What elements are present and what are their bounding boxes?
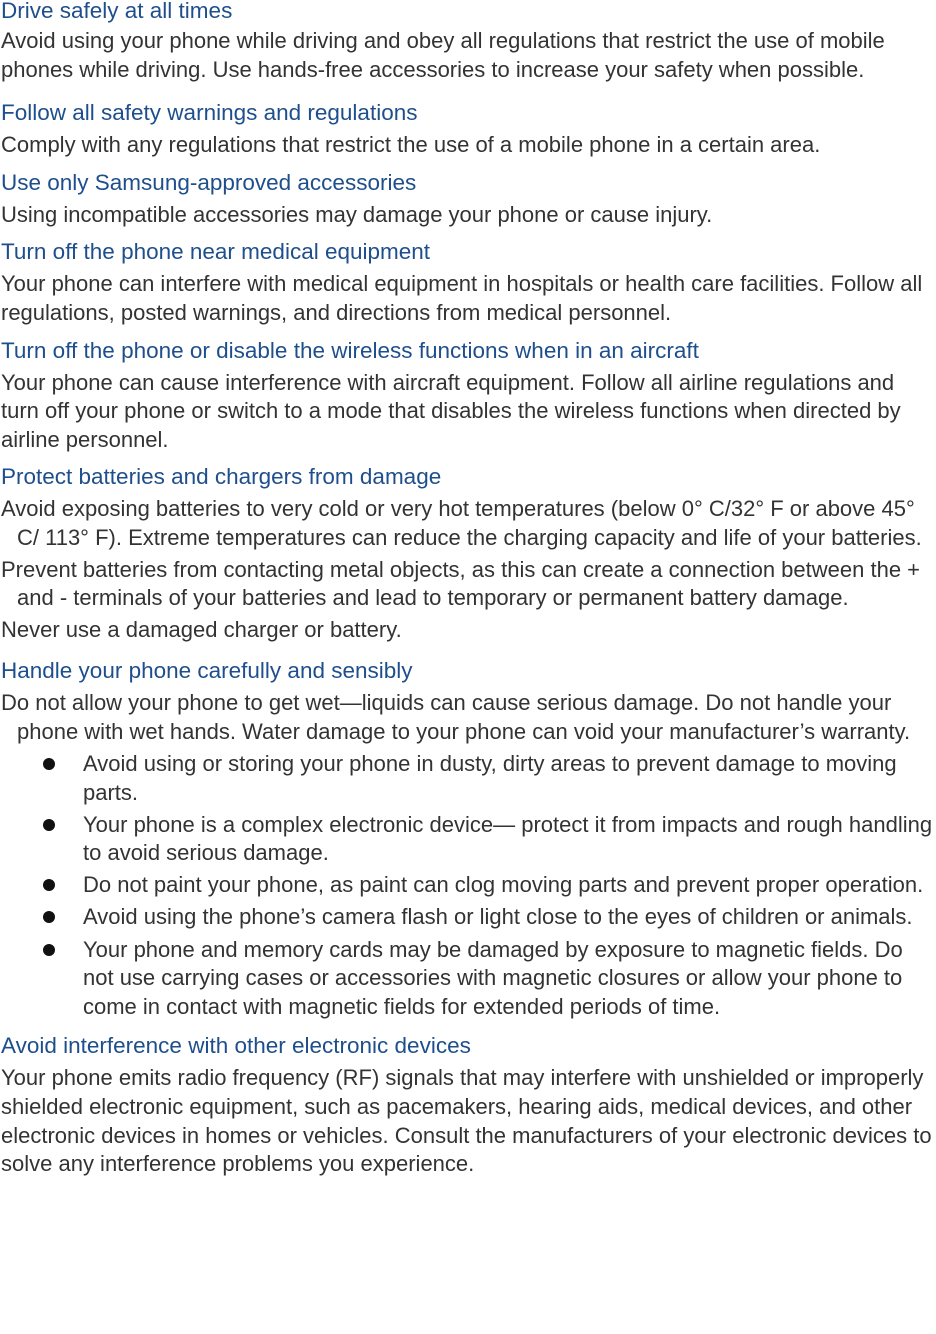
section-heading-handle-phone: Handle your phone carefully and sensibly bbox=[1, 658, 413, 684]
paragraph-interference: Your phone emits radio frequency (RF) signals that may interfere with unshielded or improperly shielded electronic equipment, such as pacemakers, hearing aids, medical devices, and other electronic devices in homes or vehicles. Consult the manufacturers of your electronic devices to solve any interference problems you experience. bbox=[1, 1065, 932, 1177]
handle-phone-bullet-list bbox=[1, 750, 936, 1021]
bullet-text: Avoid using the phone’s camera flash or light close to the eyes of children or animals. bbox=[83, 904, 913, 930]
section-heading-batteries: Protect batteries and chargers from damage bbox=[1, 464, 442, 490]
bullet-dot-icon bbox=[43, 758, 55, 770]
paragraph-batteries-metal: Prevent batteries from contacting metal objects, as this can create a connection between the + and - terminals of your batteries and lead to temporary or permanent battery damage. bbox=[1, 556, 921, 611]
paragraph-handle-phone: Do not allow your phone to get wet—liquids can cause serious damage. Do not handle your phone with wet hands. Water damage to your phone can void your manufacturer’s warranty. bbox=[1, 690, 911, 744]
paragraph-drive-safely: Avoid using your phone while driving and obey all regulations that restrict the use of mobile phones while driving. Use hands-free accessories to increase your safety when possible. bbox=[1, 28, 885, 82]
section-heading-interference: Avoid interference with other electronic devices bbox=[1, 1033, 471, 1059]
bullet-text: Your phone and memory cards may be damaged by exposure to magnetic fields. Do not use carrying cases or accessories with magnetic closures or allow your phone to come in contact with magnetic fields for extended periods of time. bbox=[83, 936, 903, 1019]
paragraph-batteries-temperature: Avoid exposing batteries to very cold or very hot temperatures (below 0° C/32° F or above 45° C/ 113° F). Extreme temperatures can reduce the charging capacity and life of your batteries. bbox=[1, 496, 922, 550]
section-heading-medical-equipment: Turn off the phone near medical equipment bbox=[1, 239, 431, 265]
section-heading-safety-warnings: Follow all safety warnings and regulations bbox=[1, 100, 418, 126]
paragraph-approved-accessories: Using incompatible accessories may damage your phone or cause injury. bbox=[1, 201, 713, 227]
bullet-text: Do not paint your phone, as paint can clog moving parts and prevent proper operation. bbox=[83, 872, 924, 898]
bullet-item-camera-flash bbox=[1, 903, 936, 932]
bullet-text: Avoid using or storing your phone in dusty, dirty areas to prevent damage to moving parts. bbox=[83, 751, 897, 805]
section-heading-drive-safely: Drive safely at all times bbox=[1, 0, 233, 23]
paragraph-medical-equipment: Your phone can interfere with medical equipment in hospitals or health care facilities. Follow all regulations, posted warnings, and directions from medical personnel. bbox=[1, 271, 923, 325]
bullet-dot-icon bbox=[43, 944, 55, 956]
bullet-dot-icon bbox=[43, 819, 55, 831]
section-heading-approved-accessories: Use only Samsung-approved accessories bbox=[1, 169, 417, 195]
bullet-item-paint bbox=[1, 871, 936, 900]
bullet-item-complex-device bbox=[1, 811, 936, 868]
bullet-dot-icon bbox=[43, 911, 55, 923]
bullet-item-magnetic-fields bbox=[1, 936, 936, 1022]
section-heading-aircraft: Turn off the phone or disable the wireless functions when in an aircraft bbox=[1, 337, 699, 363]
paragraph-aircraft: Your phone can cause interference with aircraft equipment. Follow all airline regulations and turn off your phone or switch to a mode that disables the wireless functions when directed by airline personnel. bbox=[1, 369, 901, 452]
bullet-dot-icon bbox=[43, 879, 55, 891]
bullet-item-dusty-areas bbox=[1, 750, 936, 807]
paragraph-safety-warnings: Comply with any regulations that restrict the use of a mobile phone in a certain area. bbox=[1, 132, 821, 158]
paragraph-batteries-damaged: Never use a damaged charger or battery. bbox=[1, 616, 402, 642]
bullet-text: Your phone is a complex electronic device— protect it from impacts and rough handling to avoid serious damage. bbox=[83, 811, 933, 866]
